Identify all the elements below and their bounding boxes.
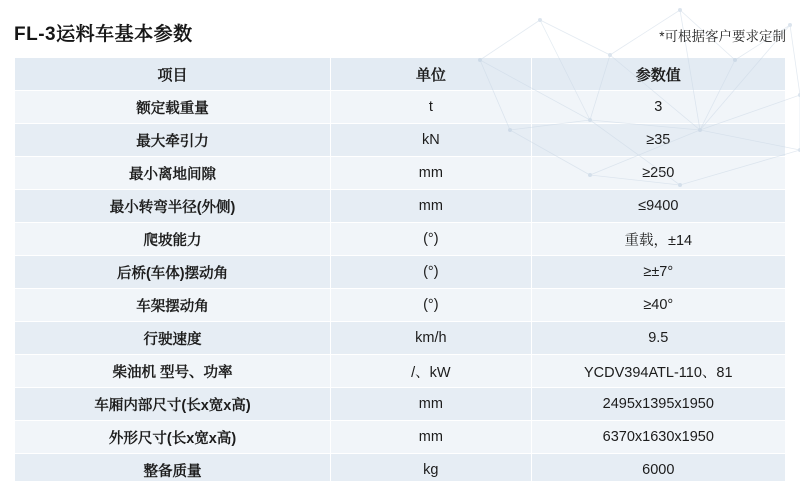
table-body	[15, 91, 786, 481]
row-value: 6000	[531, 454, 785, 481]
row-value: 9.5	[531, 322, 785, 355]
row-unit: (°)	[331, 256, 531, 289]
table-row	[15, 454, 786, 481]
row-item-name: 车厢内部尺寸(长x宽x高)	[15, 388, 331, 421]
row-unit: (°)	[331, 289, 531, 322]
row-unit: km/h	[331, 322, 531, 355]
row-item-name: 后桥(车体)摆动角	[15, 256, 331, 289]
row-unit: mm	[331, 157, 531, 190]
table-row	[15, 289, 786, 322]
row-item-name: 整备质量	[15, 454, 331, 481]
row-value: ≥40°	[531, 289, 785, 322]
row-item-name: 最小离地间隙	[15, 157, 331, 190]
row-unit: kN	[331, 124, 531, 157]
spec-table	[14, 57, 786, 481]
row-value: ≤9400	[531, 190, 785, 223]
row-value: ≥±7°	[531, 256, 785, 289]
row-item-name: 最大牵引力	[15, 124, 331, 157]
row-unit: mm	[331, 388, 531, 421]
row-unit: mm	[331, 190, 531, 223]
table-row	[15, 124, 786, 157]
table-header-row	[15, 58, 786, 91]
customization-note: *可根据客户要求定制	[659, 28, 786, 44]
table-row	[15, 322, 786, 355]
column-header-unit: 单位	[331, 58, 531, 91]
row-item-name: 行驶速度	[15, 322, 331, 355]
row-unit: kg	[331, 454, 531, 481]
row-value: 6370x1630x1950	[531, 421, 785, 454]
row-value: YCDV394ATL-110、81	[531, 355, 785, 388]
table-row	[15, 223, 786, 256]
row-unit: t	[331, 91, 531, 124]
table-row	[15, 91, 786, 124]
column-header-item: 项目	[15, 58, 331, 91]
row-unit: (°)	[331, 223, 531, 256]
row-item-name: 爬坡能力	[15, 223, 331, 256]
row-item-name: 额定载重量	[15, 91, 331, 124]
table-row	[15, 256, 786, 289]
table-header	[15, 58, 786, 91]
table-row	[15, 421, 786, 454]
table-row	[15, 388, 786, 421]
row-item-name: 最小转弯半径(外侧)	[15, 190, 331, 223]
row-value: 重载，±14	[531, 223, 785, 256]
column-header-value: 参数值	[531, 58, 785, 91]
table-row	[15, 190, 786, 223]
table-row	[15, 355, 786, 388]
row-unit: /、kW	[331, 355, 531, 388]
row-value: 2495x1395x1950	[531, 388, 785, 421]
table-row	[15, 157, 786, 190]
sheet-header	[0, 0, 800, 44]
row-value: ≥35	[531, 124, 785, 157]
row-item-name: 外形尺寸(长x宽x高)	[15, 421, 331, 454]
row-value: ≥250	[531, 157, 785, 190]
row-item-name: 柴油机 型号、功率	[15, 355, 331, 388]
row-unit: mm	[331, 421, 531, 454]
page-title: FL-3运料车基本参数	[14, 24, 193, 45]
row-value: 3	[531, 91, 785, 124]
row-item-name: 车架摆动角	[15, 289, 331, 322]
